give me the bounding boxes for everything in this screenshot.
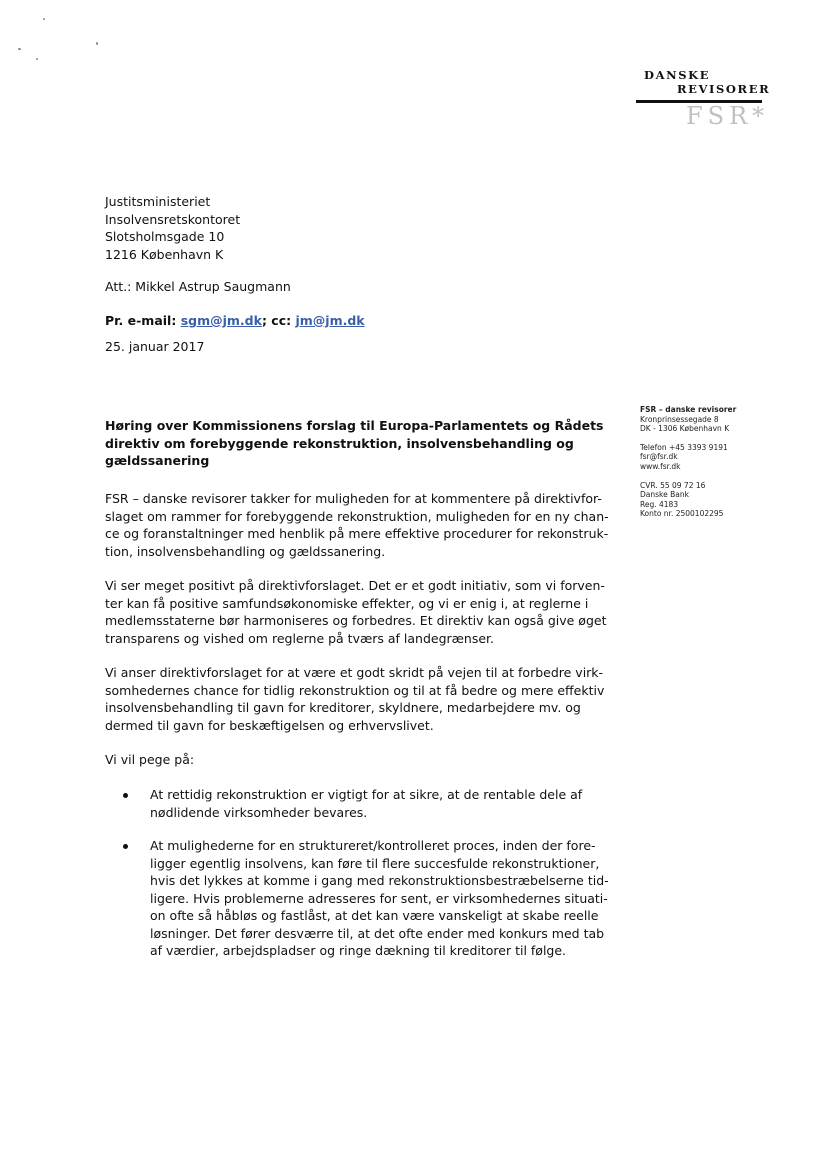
- attention-line: Att.: Mikkel Astrup Saugmann: [105, 279, 291, 294]
- body-paragraph: [105, 490, 609, 560]
- paragraph-line: Vi vil pege på:: [105, 752, 195, 767]
- recipient-line: Insolvensretskontoret: [105, 211, 241, 227]
- bullet-line: ligger egentlig insolvens, kan føre til flere succesfulde rekonstruktioner,: [150, 855, 600, 871]
- bullet-line: nødlidende virksomheder bevares.: [150, 804, 368, 820]
- paragraph-line: dermed til gavn for beskæftigelsen og erhvervslivet.: [105, 717, 434, 733]
- paragraph-line: somhedernes chance for tidlig rekonstruktion og til at få bedre og mere effektiv: [105, 682, 605, 698]
- sender-konto: Konto nr. 2500102295: [640, 509, 724, 519]
- subject-line: gældssanering: [105, 453, 210, 468]
- sender-cvr: CVR. 55 09 72 16: [640, 480, 706, 490]
- sender-phone: Telefon +45 3393 9191: [640, 442, 728, 452]
- sender-info: [640, 405, 736, 519]
- body-paragraph: [105, 664, 605, 734]
- letter-date: 25. januar 2017: [105, 339, 205, 354]
- sender-bank: Danske Bank: [640, 490, 689, 500]
- paragraph-line: slaget om rammer for forebyggende rekonstruktion, muligheden for en ny chan-: [105, 508, 609, 524]
- paragraph-line: medlemsstaterne bør harmoniseres og forbedres. Et direktiv kan også give øget: [105, 613, 607, 628]
- email-label: Pr. e-mail:: [105, 313, 177, 328]
- body-paragraph: [105, 751, 605, 769]
- bullet-line: hvis det lykkes at komme i gang med rekonstruktionsbestræbelserne tid-: [150, 873, 609, 888]
- paragraph-line: FSR – danske revisorer takker for muligheden for at kommentere på direktivfor-: [105, 491, 602, 506]
- subject-line: direktiv om forebyggende rekonstruktion, insolvensbehandling og: [105, 435, 574, 451]
- logo-line-revisorer: REVISORER: [677, 82, 771, 96]
- paragraph-line: ce og foranstaltninger med henblik på mere effektive procedurer for rekonstruk-: [105, 526, 609, 541]
- logo-line-danske: DANSKE: [644, 68, 711, 82]
- bullet-line: ligere. Hvis problemerne adresseres for sent, er virksomhedernes situati-: [150, 890, 608, 906]
- recipient-line: Slotsholmsgade 10: [105, 229, 225, 244]
- body-paragraph: [105, 577, 605, 647]
- sender-reg: Reg. 4183: [640, 499, 679, 509]
- bullet-line: At rettidig rekonstruktion er vigtigt for at sikre, at de rentable dele af: [150, 787, 583, 802]
- bullet-dot: [123, 844, 128, 849]
- paragraph-line: transparens og vished om reglerne på tværs af landegrænser.: [105, 630, 495, 646]
- bullet-line: af værdier, arbejdspladser og ringe dækning til kreditorer til følge.: [150, 943, 567, 958]
- scan-speck: [36, 58, 38, 60]
- email-line: [105, 313, 365, 328]
- paragraph-line: ter kan få positive samfundsøkonomiske effekter, og vi er enig i, at reglerne i: [105, 595, 589, 611]
- sender-email: fsr@fsr.dk: [640, 452, 678, 462]
- paragraph-line: tion, insolvensbehandling og gældssanering.: [105, 543, 386, 559]
- bullet-line: løsninger. Det fører desværre til, at det ofte ender med konkurs med tab: [150, 925, 605, 941]
- sender-name: FSR – danske revisorer: [640, 405, 737, 414]
- recipient-line: 1216 København K: [105, 246, 224, 262]
- scan-speck: [96, 42, 98, 45]
- bullet-line: At mulighederne for en struktureret/kontrolleret proces, inden der fore-: [150, 838, 596, 853]
- sender-web: www.fsr.dk: [640, 461, 681, 471]
- paragraph-line: Vi ser meget positivt på direktivforslaget. Det er et godt initiativ, som vi forven-: [105, 578, 605, 593]
- sender-address: Kronprinsessegade 8: [640, 414, 719, 424]
- scan-speck: [43, 18, 45, 20]
- email-link-primary[interactable]: sgm@jm.dk: [180, 313, 262, 328]
- scan-speck: [18, 48, 21, 50]
- subject-line: Høring over Kommissionens forslag til Europa-Parlamentets og Rådets: [105, 418, 604, 433]
- paragraph-line: Vi anser direktivforslaget for at være et godt skridt på vejen til at forbedre virk-: [105, 665, 604, 680]
- email-link-cc[interactable]: jm@jm.dk: [295, 313, 365, 328]
- paragraph-line: insolvensbehandling til gavn for kreditorer, skyldnere, medarbejdere mv. og: [105, 700, 581, 715]
- letter-subject: [105, 417, 604, 470]
- recipient-address: [105, 193, 240, 263]
- bullet-dot: [123, 793, 128, 798]
- recipient-line: Justitsministeriet: [105, 194, 211, 209]
- sender-address: DK - 1306 København K: [640, 424, 730, 434]
- bullet-line: on ofte så håbløs og fastlåst, at det kan være vanskeligt at skabe reelle: [150, 908, 599, 923]
- email-cc-label: ; cc:: [261, 313, 292, 328]
- logo-fsr-mark: FSR*: [686, 102, 770, 130]
